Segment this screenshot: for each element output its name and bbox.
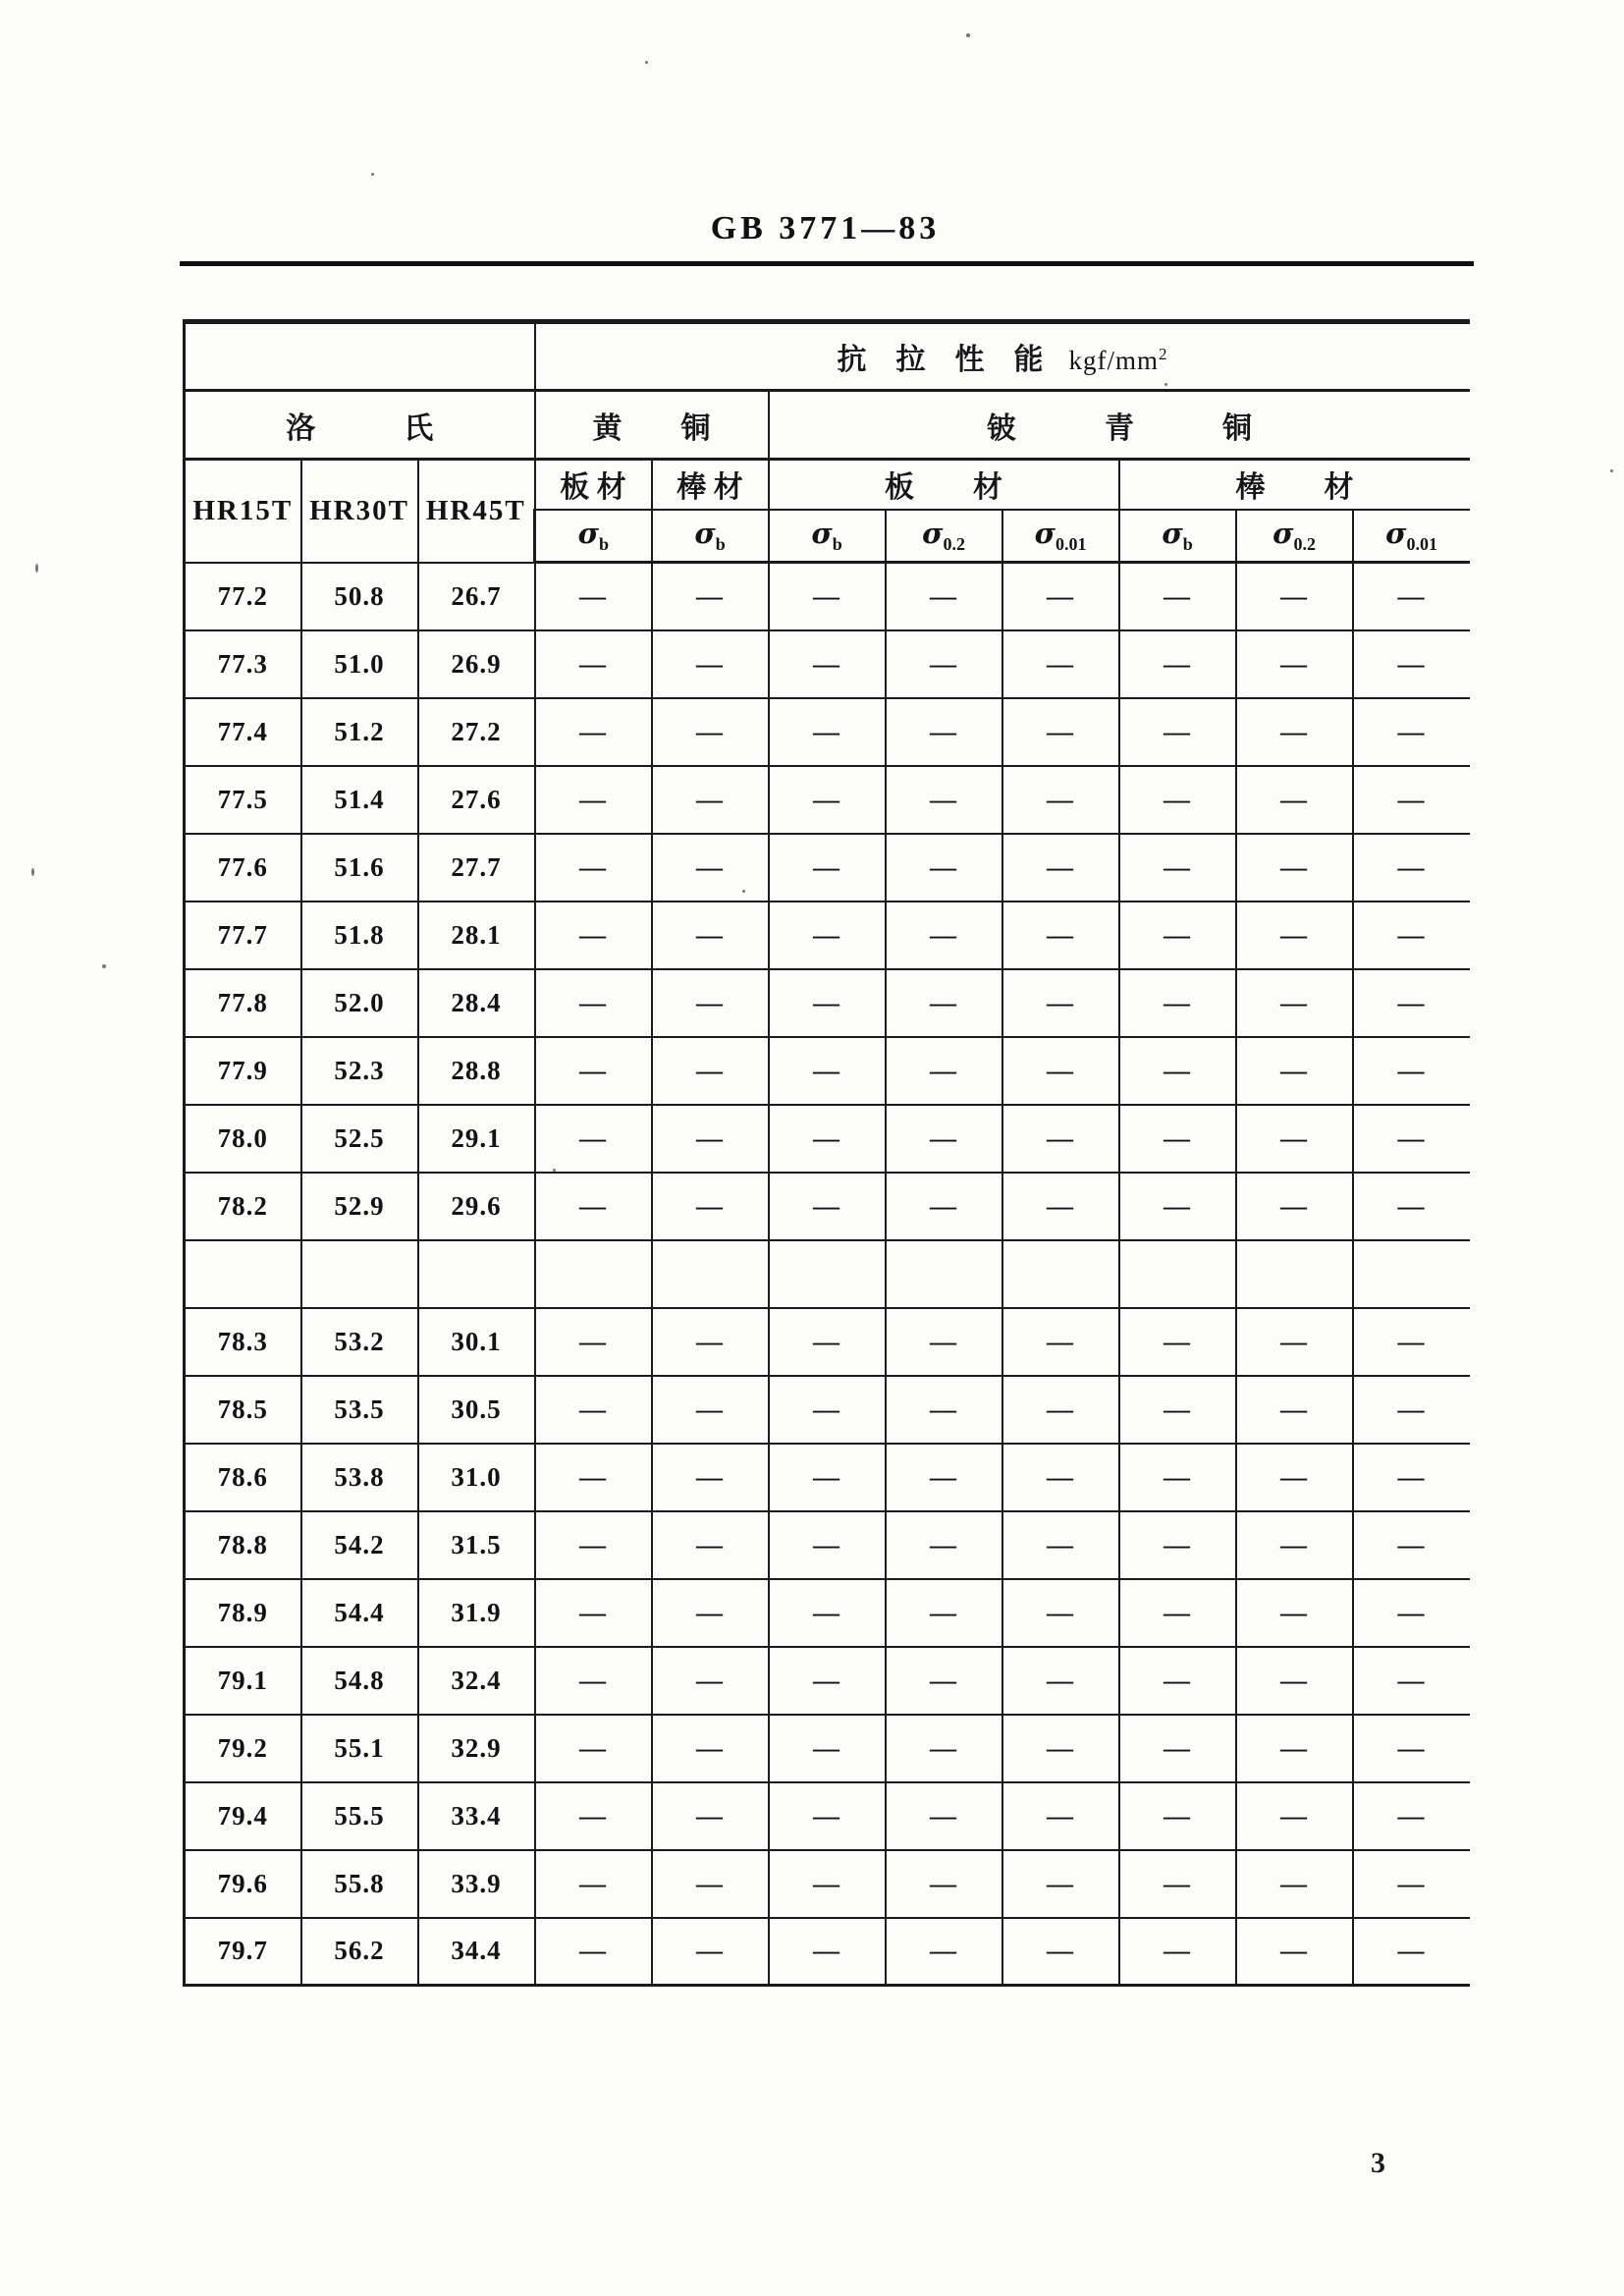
sigma-b-header: $\sigma_b$ [535, 510, 652, 563]
tensile-value-cell: — [1002, 766, 1119, 834]
tensile-value-cell: — [769, 563, 886, 630]
hardness-value-cell: 28.1 [418, 902, 535, 969]
table-row [185, 1105, 1470, 1173]
tensile-value-cell: — [535, 630, 652, 698]
empty-cell [769, 1240, 886, 1308]
tensile-value-cell: — [1236, 1173, 1353, 1240]
tensile-value-cell: — [1353, 1444, 1470, 1511]
empty-cell [886, 1240, 1002, 1308]
tensile-value-cell: — [535, 1511, 652, 1579]
tensile-value-cell: — [1353, 1647, 1470, 1715]
tensile-value-cell: — [652, 1376, 769, 1444]
tensile-value-cell: — [1002, 834, 1119, 902]
tensile-value-cell: — [769, 1105, 886, 1173]
tensile-value-cell: — [886, 766, 1002, 834]
tensile-value-cell: — [1002, 698, 1119, 766]
tensile-value-cell: — [1353, 698, 1470, 766]
hardness-value-cell: 31.9 [418, 1579, 535, 1647]
tensile-value-cell: — [1119, 1715, 1236, 1782]
tensile-value-cell: — [1119, 630, 1236, 698]
tensile-value-cell: — [1236, 1308, 1353, 1376]
tensile-value-cell: — [886, 1444, 1002, 1511]
empty-cell [418, 1240, 535, 1308]
tensile-value-cell: — [1002, 1647, 1119, 1715]
tensile-value-cell: — [769, 1715, 886, 1782]
tensile-value-cell: — [652, 698, 769, 766]
hardness-value-cell: 28.8 [418, 1037, 535, 1105]
tensile-value-cell: — [1353, 1850, 1470, 1918]
tensile-value-cell: — [1353, 969, 1470, 1037]
empty-cell [1119, 1240, 1236, 1308]
hardness-value-cell: 54.2 [301, 1511, 418, 1579]
hardness-conversion-table-wrap [183, 319, 1470, 1987]
hardness-value-cell: 53.8 [301, 1444, 418, 1511]
hardness-value-cell: 78.0 [185, 1105, 301, 1173]
hardness-conversion-table [183, 319, 1470, 1987]
tensile-value-cell: — [535, 1037, 652, 1105]
unit-superscript: 2 [1159, 345, 1168, 363]
tensile-value-cell: — [769, 969, 886, 1037]
bronze-sheet-header: 板 材 [769, 460, 1119, 510]
tensile-value-cell: — [1353, 563, 1470, 630]
tensile-value-cell: — [652, 1918, 769, 1986]
hardness-value-cell: 29.6 [418, 1173, 535, 1240]
tensile-value-cell: — [886, 1376, 1002, 1444]
tensile-value-cell: — [769, 1918, 886, 1986]
tensile-value-cell: — [886, 1850, 1002, 1918]
tensile-value-cell: — [769, 1308, 886, 1376]
tensile-value-cell: — [535, 969, 652, 1037]
hardness-value-cell: 52.5 [301, 1105, 418, 1173]
hardness-value-cell: 77.5 [185, 766, 301, 834]
tensile-value-cell: — [652, 1444, 769, 1511]
hr30t-column-header: HR30T [301, 460, 418, 563]
sigma-b-header: $\sigma_b$ [769, 510, 886, 563]
tensile-value-cell: — [535, 1444, 652, 1511]
hardness-value-cell: 26.7 [418, 563, 535, 630]
hardness-value-cell: 27.7 [418, 834, 535, 902]
empty-cell [652, 1240, 769, 1308]
tensile-value-cell: — [886, 902, 1002, 969]
tensile-value-cell: — [1002, 630, 1119, 698]
brass-bar-header: 棒 材 [652, 460, 769, 510]
tensile-value-cell: — [1119, 766, 1236, 834]
hardness-value-cell: 27.2 [418, 698, 535, 766]
tensile-value-cell: — [535, 1579, 652, 1647]
tensile-value-cell: — [1353, 1511, 1470, 1579]
sigma-0-2-header: $\sigma_{0.2}$ [886, 510, 1002, 563]
tensile-value-cell: — [1119, 969, 1236, 1037]
empty-cell [185, 1240, 301, 1308]
tensile-value-cell: — [1002, 1037, 1119, 1105]
scan-speck [102, 964, 106, 968]
tensile-value-cell: — [535, 1308, 652, 1376]
table-header [185, 322, 1470, 563]
tensile-value-cell: — [1353, 1918, 1470, 1986]
tensile-value-cell: — [769, 1173, 886, 1240]
hardness-value-cell: 30.1 [418, 1308, 535, 1376]
scan-speck [645, 61, 648, 64]
tensile-value-cell: — [535, 902, 652, 969]
table-row [185, 630, 1470, 698]
tensile-value-cell: — [652, 1850, 769, 1918]
table-row [185, 1579, 1470, 1647]
table-row [185, 1444, 1470, 1511]
tensile-value-cell: — [1119, 1918, 1236, 1986]
tensile-value-cell: — [652, 1037, 769, 1105]
tensile-value-cell: — [1236, 1715, 1353, 1782]
tensile-value-cell: — [886, 563, 1002, 630]
tensile-value-cell: — [886, 1782, 1002, 1850]
hardness-value-cell: 32.9 [418, 1715, 535, 1782]
empty-table-row [185, 1240, 1470, 1308]
tensile-value-cell: — [1236, 1105, 1353, 1173]
table-row [185, 1647, 1470, 1715]
sigma-0-2-header: $\sigma_{0.2}$ [1236, 510, 1353, 563]
hardness-value-cell: 77.8 [185, 969, 301, 1037]
table-body [185, 563, 1470, 1986]
hardness-value-cell: 79.2 [185, 1715, 301, 1782]
hardness-value-cell: 77.6 [185, 834, 301, 902]
tensile-value-cell: — [1119, 1647, 1236, 1715]
tensile-value-cell: — [886, 698, 1002, 766]
tensile-value-cell: — [1353, 1105, 1470, 1173]
sigma-0-01-header: $\sigma_{0.01}$ [1002, 510, 1119, 563]
tensile-value-cell: — [1002, 902, 1119, 969]
tensile-value-cell: — [1236, 1037, 1353, 1105]
hardness-value-cell: 79.7 [185, 1918, 301, 1986]
hardness-value-cell: 31.0 [418, 1444, 535, 1511]
tensile-value-cell: — [1002, 1511, 1119, 1579]
hardness-value-cell: 53.5 [301, 1376, 418, 1444]
tensile-value-cell: — [652, 563, 769, 630]
hardness-value-cell: 26.9 [418, 630, 535, 698]
hr15t-column-header: HR15T [185, 460, 301, 563]
tensile-value-cell: — [769, 1037, 886, 1105]
tensile-value-cell: — [1353, 766, 1470, 834]
empty-cell [1236, 1240, 1353, 1308]
tensile-value-cell: — [1119, 1173, 1236, 1240]
hardness-value-cell: 55.8 [301, 1850, 418, 1918]
tensile-value-cell: — [886, 1647, 1002, 1715]
table-row [185, 1850, 1470, 1918]
tensile-value-cell: — [1236, 1444, 1353, 1511]
scan-speck [553, 1169, 556, 1172]
tensile-value-cell: — [769, 1782, 886, 1850]
table-row [185, 1173, 1470, 1240]
tensile-value-cell: — [535, 834, 652, 902]
table-row [185, 1715, 1470, 1782]
hardness-value-cell: 30.5 [418, 1376, 535, 1444]
tensile-value-cell: — [535, 1105, 652, 1173]
tensile-value-cell: — [769, 1647, 886, 1715]
tensile-value-cell: — [1119, 834, 1236, 902]
table-row [185, 1376, 1470, 1444]
tensile-value-cell: — [652, 1511, 769, 1579]
hardness-value-cell: 32.4 [418, 1647, 535, 1715]
tensile-value-cell: — [535, 1376, 652, 1444]
hardness-value-cell: 33.4 [418, 1782, 535, 1850]
tensile-value-cell: — [769, 1376, 886, 1444]
tensile-value-cell: — [886, 1037, 1002, 1105]
table-row [185, 1511, 1470, 1579]
tensile-value-cell: — [1119, 1444, 1236, 1511]
tensile-value-cell: — [1002, 1850, 1119, 1918]
table-row [185, 1918, 1470, 1986]
tensile-value-cell: — [1236, 630, 1353, 698]
tensile-value-cell: — [769, 1444, 886, 1511]
tensile-value-cell: — [1119, 1105, 1236, 1173]
table-row [185, 834, 1470, 902]
tensile-value-cell: — [886, 630, 1002, 698]
tensile-value-cell: — [1002, 1308, 1119, 1376]
table-row [185, 1037, 1470, 1105]
tensile-value-cell: — [1236, 902, 1353, 969]
beryllium-bronze-group-header: 铍 青 铜 [769, 391, 1470, 460]
hardness-value-cell: 79.4 [185, 1782, 301, 1850]
tensile-value-cell: — [1119, 698, 1236, 766]
tensile-properties-label: 抗 拉 性 能 [837, 344, 1044, 376]
tensile-value-cell: — [652, 1647, 769, 1715]
tensile-value-cell: — [769, 902, 886, 969]
hardness-value-cell: 55.5 [301, 1782, 418, 1850]
hardness-value-cell: 29.1 [418, 1105, 535, 1173]
tensile-value-cell: — [1119, 563, 1236, 630]
rockwell-header-blank-cell [185, 322, 535, 391]
tensile-value-cell: — [769, 698, 886, 766]
tensile-unit-label: kgf/$mm^2$ [1068, 345, 1168, 375]
tensile-value-cell: — [1002, 1918, 1119, 1986]
sigma-0-01-header: $\sigma_{0.01}$ [1353, 510, 1470, 563]
table-row [185, 766, 1470, 834]
table-row [185, 1308, 1470, 1376]
tensile-value-cell: — [1002, 1376, 1119, 1444]
bronze-bar-header: 棒 材 [1119, 460, 1470, 510]
hardness-value-cell: 78.3 [185, 1308, 301, 1376]
tensile-value-cell: — [1353, 1782, 1470, 1850]
hardness-value-cell: 52.3 [301, 1037, 418, 1105]
tensile-value-cell: — [1236, 698, 1353, 766]
tensile-value-cell: — [886, 834, 1002, 902]
tensile-value-cell: — [1236, 1511, 1353, 1579]
tensile-value-cell: — [1002, 1782, 1119, 1850]
tensile-value-cell: — [652, 630, 769, 698]
tensile-value-cell: — [535, 698, 652, 766]
tensile-value-cell: — [652, 1173, 769, 1240]
scan-speck [371, 173, 374, 176]
tensile-value-cell: — [535, 766, 652, 834]
tensile-value-cell: — [1236, 563, 1353, 630]
empty-cell [535, 1240, 652, 1308]
scan-speck [35, 564, 38, 573]
tensile-value-cell: — [1119, 902, 1236, 969]
tensile-value-cell: — [1353, 1376, 1470, 1444]
title-divider-rule [180, 261, 1474, 266]
hardness-value-cell: 51.6 [301, 834, 418, 902]
tensile-value-cell: — [886, 1918, 1002, 1986]
tensile-value-cell: — [769, 630, 886, 698]
hardness-value-cell: 54.4 [301, 1579, 418, 1647]
tensile-value-cell: — [1119, 1511, 1236, 1579]
tensile-value-cell: — [1119, 1037, 1236, 1105]
scan-speck [1164, 383, 1167, 386]
tensile-value-cell: — [1236, 1647, 1353, 1715]
tensile-value-cell: — [886, 1579, 1002, 1647]
tensile-value-cell: — [1353, 1579, 1470, 1647]
tensile-value-cell: — [769, 834, 886, 902]
hardness-value-cell: 52.9 [301, 1173, 418, 1240]
tensile-value-cell: — [535, 1647, 652, 1715]
table-row [185, 969, 1470, 1037]
hardness-value-cell: 78.5 [185, 1376, 301, 1444]
hardness-value-cell: 50.8 [301, 563, 418, 630]
tensile-value-cell: — [1236, 1376, 1353, 1444]
hardness-value-cell: 54.8 [301, 1647, 418, 1715]
tensile-value-cell: — [652, 1782, 769, 1850]
scan-speck [1610, 469, 1613, 472]
hardness-value-cell: 51.2 [301, 698, 418, 766]
page-number: 3 [1371, 2147, 1385, 2179]
hardness-value-cell: 78.6 [185, 1444, 301, 1511]
sigma-b-header: $\sigma_b$ [1119, 510, 1236, 563]
tensile-value-cell: — [1119, 1850, 1236, 1918]
hardness-value-cell: 51.8 [301, 902, 418, 969]
tensile-value-cell: — [652, 969, 769, 1037]
tensile-value-cell: — [535, 1715, 652, 1782]
tensile-value-cell: — [535, 1173, 652, 1240]
table-row [185, 698, 1470, 766]
brass-sheet-header: 板 材 [535, 460, 652, 510]
scan-speck [31, 868, 34, 876]
tensile-value-cell: — [1002, 1579, 1119, 1647]
hardness-value-cell: 79.1 [185, 1647, 301, 1715]
tensile-value-cell: — [1353, 834, 1470, 902]
hardness-value-cell: 55.1 [301, 1715, 418, 1782]
tensile-value-cell: — [1002, 1715, 1119, 1782]
tensile-value-cell: — [652, 766, 769, 834]
tensile-value-cell: — [652, 1579, 769, 1647]
tensile-value-cell: — [1236, 1782, 1353, 1850]
tensile-value-cell: — [652, 1715, 769, 1782]
hardness-value-cell: 27.6 [418, 766, 535, 834]
hardness-value-cell: 56.2 [301, 1918, 418, 1986]
sigma-b-header: $\sigma_b$ [652, 510, 769, 563]
tensile-value-cell: — [1119, 1579, 1236, 1647]
tensile-value-cell: — [1119, 1308, 1236, 1376]
tensile-value-cell: — [1236, 1579, 1353, 1647]
tensile-value-cell: — [1353, 1173, 1470, 1240]
tensile-value-cell: — [1002, 1173, 1119, 1240]
tensile-value-cell: — [769, 766, 886, 834]
tensile-value-cell: — [1002, 969, 1119, 1037]
empty-cell [301, 1240, 418, 1308]
tensile-value-cell: — [1236, 1850, 1353, 1918]
table-row [185, 902, 1470, 969]
empty-cell [1002, 1240, 1119, 1308]
tensile-value-cell: — [535, 1782, 652, 1850]
scan-speck [742, 890, 745, 893]
hardness-value-cell: 51.0 [301, 630, 418, 698]
hardness-value-cell: 51.4 [301, 766, 418, 834]
tensile-value-cell: — [1002, 1105, 1119, 1173]
empty-cell [1353, 1240, 1470, 1308]
tensile-value-cell: — [535, 563, 652, 630]
tensile-value-cell: — [1119, 1782, 1236, 1850]
scan-speck [966, 33, 970, 37]
hardness-value-cell: 77.2 [185, 563, 301, 630]
hardness-value-cell: 79.6 [185, 1850, 301, 1918]
hardness-value-cell: 78.9 [185, 1579, 301, 1647]
rockwell-group-header: 洛 氏 [185, 391, 535, 460]
hardness-value-cell: 77.9 [185, 1037, 301, 1105]
tensile-value-cell: — [1236, 969, 1353, 1037]
tensile-value-cell: — [1236, 1918, 1353, 1986]
tensile-value-cell: — [886, 1715, 1002, 1782]
table-row [185, 563, 1470, 630]
tensile-value-cell: — [1236, 834, 1353, 902]
hardness-value-cell: 53.2 [301, 1308, 418, 1376]
tensile-value-cell: — [1119, 1376, 1236, 1444]
tensile-value-cell: — [1353, 902, 1470, 969]
tensile-value-cell: — [1353, 1308, 1470, 1376]
tensile-value-cell: — [1353, 1715, 1470, 1782]
tensile-value-cell: — [652, 902, 769, 969]
tensile-properties-header-cell [535, 322, 1470, 391]
brass-group-header: 黄 铜 [535, 391, 769, 460]
tensile-value-cell: — [886, 1173, 1002, 1240]
tensile-value-cell: — [652, 834, 769, 902]
tensile-value-cell: — [1002, 1444, 1119, 1511]
table-row [185, 1782, 1470, 1850]
hardness-value-cell: 78.2 [185, 1173, 301, 1240]
hardness-value-cell: 31.5 [418, 1511, 535, 1579]
tensile-value-cell: — [886, 1308, 1002, 1376]
hardness-value-cell: 28.4 [418, 969, 535, 1037]
hardness-value-cell: 78.8 [185, 1511, 301, 1579]
hardness-value-cell: 77.3 [185, 630, 301, 698]
tensile-value-cell: — [1353, 630, 1470, 698]
tensile-value-cell: — [652, 1308, 769, 1376]
tensile-value-cell: — [886, 969, 1002, 1037]
tensile-value-cell: — [886, 1511, 1002, 1579]
tensile-value-cell: — [535, 1850, 652, 1918]
tensile-value-cell: — [1236, 766, 1353, 834]
hardness-value-cell: 33.9 [418, 1850, 535, 1918]
tensile-value-cell: — [769, 1579, 886, 1647]
hardness-value-cell: 77.7 [185, 902, 301, 969]
hardness-value-cell: 52.0 [301, 969, 418, 1037]
tensile-value-cell: — [769, 1511, 886, 1579]
hardness-value-cell: 77.4 [185, 698, 301, 766]
tensile-value-cell: — [652, 1105, 769, 1173]
hardness-value-cell: 34.4 [418, 1918, 535, 1986]
tensile-value-cell: — [769, 1850, 886, 1918]
tensile-value-cell: — [535, 1918, 652, 1986]
tensile-value-cell: — [1002, 563, 1119, 630]
tensile-value-cell: — [1353, 1037, 1470, 1105]
tensile-value-cell: — [886, 1105, 1002, 1173]
hr45t-column-header: HR45T [418, 460, 535, 563]
standard-code-title: GB 3771—83 [710, 210, 941, 246]
